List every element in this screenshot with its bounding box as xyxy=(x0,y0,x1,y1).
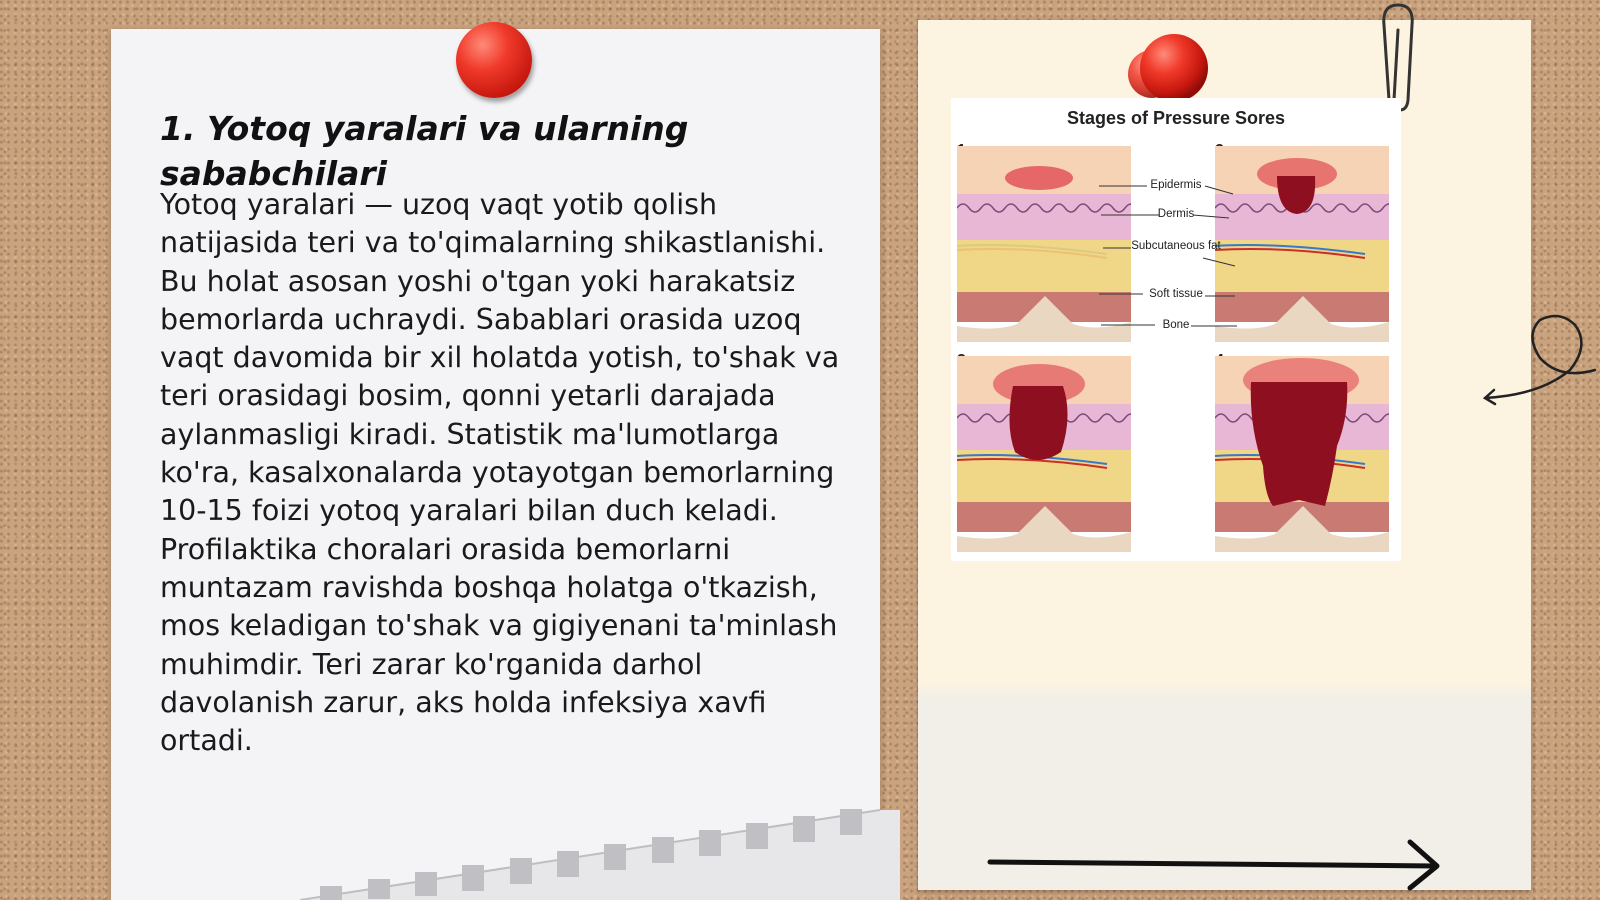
layer-label-soft-tissue: Soft tissue xyxy=(1149,288,1203,300)
torn-paper-strip xyxy=(300,790,900,900)
slide-heading: 1. Yotoq yaralari va ularning sababchilari xyxy=(160,109,689,193)
arrow-right-icon xyxy=(985,832,1445,892)
push-pin-icon xyxy=(1128,32,1210,106)
layer-label-dermis: Dermis xyxy=(1157,208,1195,220)
layer-label-subcutaneous-fat: Subcutaneous fat xyxy=(1131,240,1221,252)
slide-body-text: Yotoq yaralari — uzoq vaqt yotib qolish natijasida teri va to'qimalarning shikastlanishi. Bu holat asosan yoshi o'tgan yoki harakatsiz bemorlarda uchraydi. Sabablari orasida uzoq vaqt davomida bir xil holatda yotish, to'shak va teri orasidagi bosim, qonni yetarli darajada aylanmasligi kiradi. Statistik ma'lumotlarga ko'ra, kasalxonalarda yotayotgan bemorlarning 10-15 foizi yotoq yaralari bilan duch keladi. Profilaktika choralari orasida bemorlarni muntazam ravishda boshqa holatga o'tkazish, mos keladigan to'shak va gigiyenani ta'minlash muhimdir. Teri zarar ko'rganida darhol davolanish zarur, aks holda infeksiya xavfi ortadi. xyxy=(160,188,840,758)
layer-label-epidermis: Epidermis xyxy=(1150,179,1202,191)
illustration-title: Stages of Pressure Sores xyxy=(1066,108,1286,128)
pressure-sores-illustration xyxy=(951,98,1401,561)
layer-label-bone: Bone xyxy=(1162,319,1190,331)
push-pin-icon xyxy=(456,22,532,98)
doodle-arrow-icon xyxy=(1480,310,1600,410)
label-leader-lines xyxy=(951,98,1401,561)
